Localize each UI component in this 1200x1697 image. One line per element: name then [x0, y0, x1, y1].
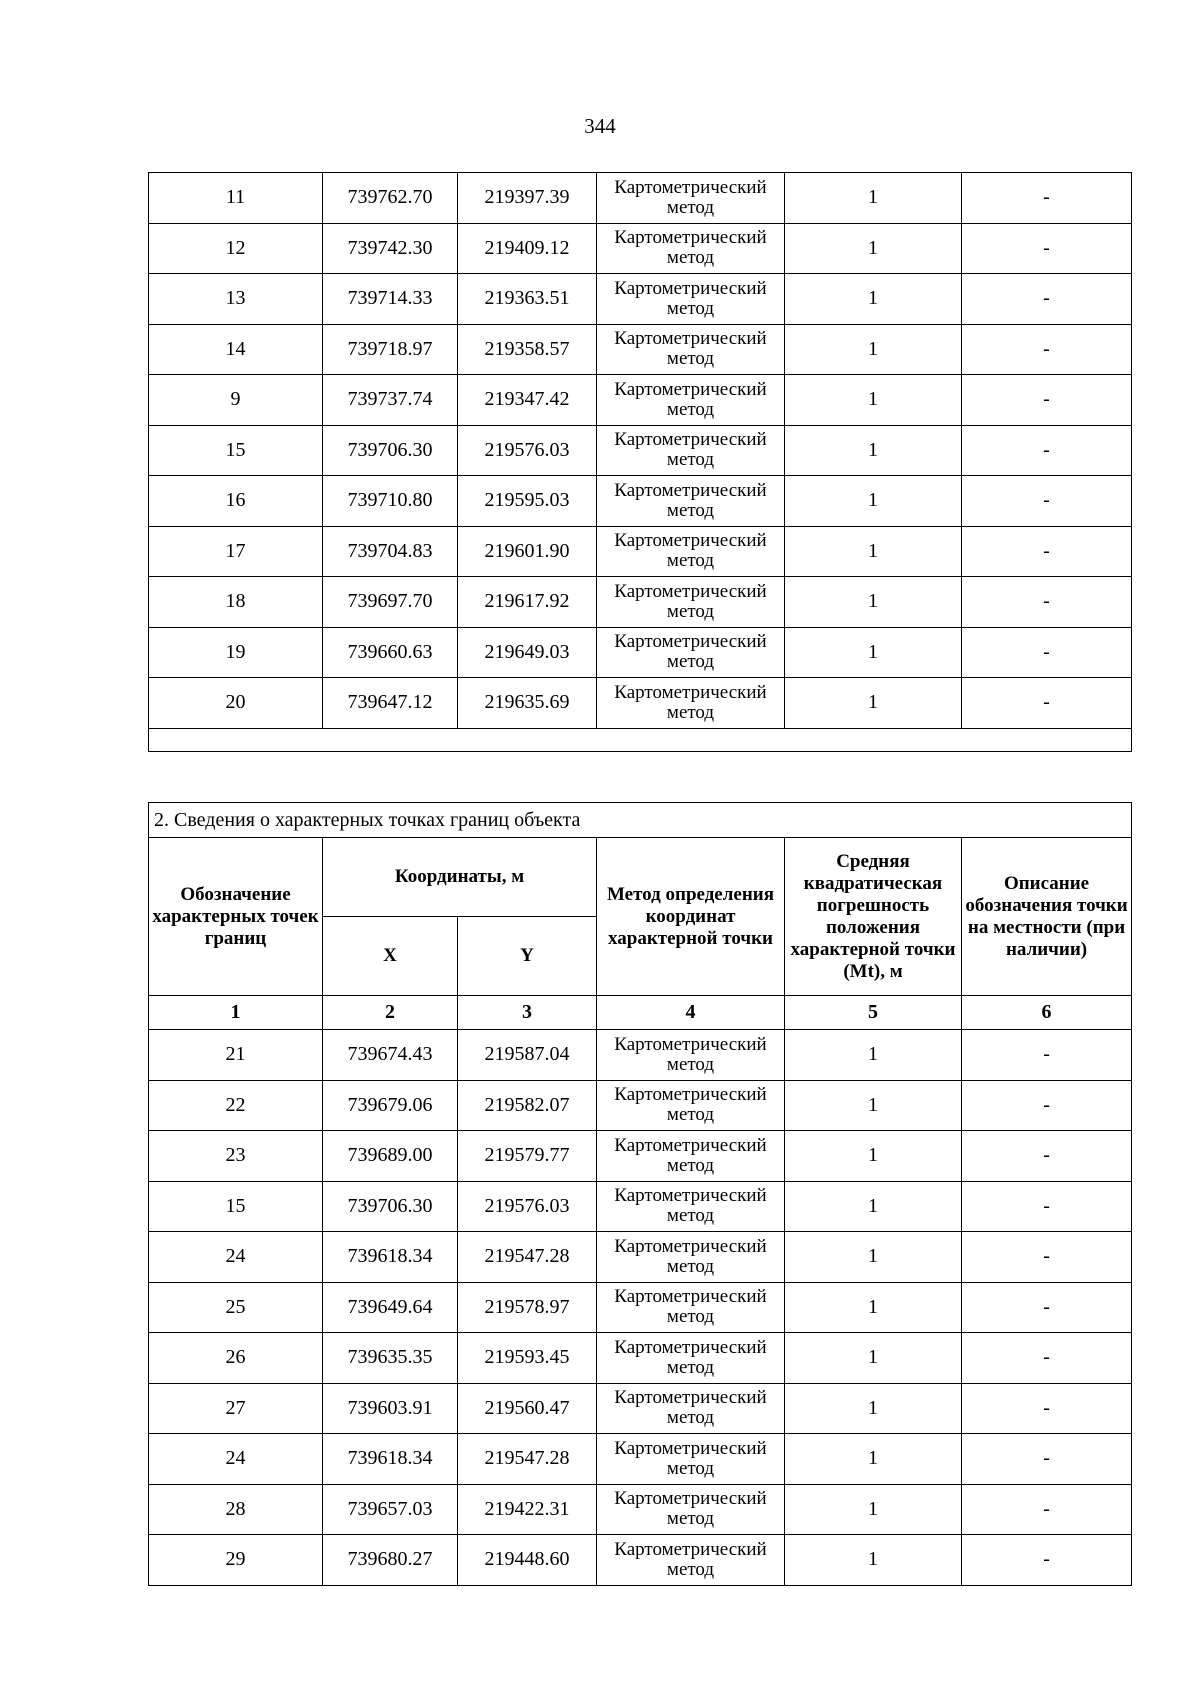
point-id-cell: 24 [149, 1434, 323, 1485]
description-cell: - [962, 627, 1132, 678]
accuracy-cell: 1 [785, 1484, 962, 1535]
y-coordinate-cell: 219358.57 [458, 324, 597, 375]
x-coordinate-cell: 739635.35 [323, 1333, 458, 1384]
accuracy-cell: 1 [785, 1232, 962, 1283]
description-cell: - [962, 173, 1132, 224]
method-cell: Картометрический метод [597, 1383, 785, 1434]
method-cell: Картометрический метод [597, 425, 785, 476]
table-row [149, 1181, 1132, 1232]
accuracy-cell: 1 [785, 274, 962, 325]
accuracy-cell: 1 [785, 577, 962, 628]
table-row [149, 173, 1132, 224]
header-description: Описание обозначения точки на местности (при наличии) [962, 838, 1132, 996]
description-cell: - [962, 1383, 1132, 1434]
table-row [149, 678, 1132, 729]
accuracy-cell: 1 [785, 425, 962, 476]
table-row [149, 1080, 1132, 1131]
y-coordinate-cell: 219635.69 [458, 678, 597, 729]
header-y: Y [458, 917, 597, 996]
point-id-cell: 9 [149, 375, 323, 426]
table-caption: 2. Сведения о характерных точках границ объекта [149, 803, 1132, 838]
accuracy-cell: 1 [785, 678, 962, 729]
column-number: 6 [962, 996, 1132, 1030]
point-id-cell: 25 [149, 1282, 323, 1333]
x-coordinate-cell: 739674.43 [323, 1030, 458, 1081]
y-coordinate-cell: 219397.39 [458, 173, 597, 224]
method-cell: Картометрический метод [597, 476, 785, 527]
table-row [149, 375, 1132, 426]
method-cell: Картометрический метод [597, 1080, 785, 1131]
point-id-cell: 21 [149, 1030, 323, 1081]
point-id-cell: 19 [149, 627, 323, 678]
method-cell: Картометрический метод [597, 223, 785, 274]
accuracy-cell: 1 [785, 627, 962, 678]
method-cell: Картометрический метод [597, 1484, 785, 1535]
y-coordinate-cell: 219576.03 [458, 425, 597, 476]
table-caption-row [149, 803, 1132, 838]
point-id-cell: 17 [149, 526, 323, 577]
point-id-cell: 29 [149, 1535, 323, 1586]
header-x: X [323, 917, 458, 996]
x-coordinate-cell: 739704.83 [323, 526, 458, 577]
table1-body [149, 173, 1132, 729]
description-cell: - [962, 526, 1132, 577]
y-coordinate-cell: 219595.03 [458, 476, 597, 527]
description-cell: - [962, 1232, 1132, 1283]
accuracy-cell: 1 [785, 1181, 962, 1232]
table-row [149, 1030, 1132, 1081]
accuracy-cell: 1 [785, 1131, 962, 1182]
header-designation: Обозначение характерных точек границ [149, 838, 323, 996]
table-row [149, 1333, 1132, 1384]
point-id-cell: 27 [149, 1383, 323, 1434]
x-coordinate-cell: 739660.63 [323, 627, 458, 678]
empty-row [149, 728, 1132, 751]
column-number: 2 [323, 996, 458, 1030]
description-cell: - [962, 1535, 1132, 1586]
y-coordinate-cell: 219593.45 [458, 1333, 597, 1384]
point-id-cell: 13 [149, 274, 323, 325]
description-cell: - [962, 1131, 1132, 1182]
header-row [149, 838, 1132, 917]
y-coordinate-cell: 219560.47 [458, 1383, 597, 1434]
y-coordinate-cell: 219587.04 [458, 1030, 597, 1081]
y-coordinate-cell: 219601.90 [458, 526, 597, 577]
table-row [149, 526, 1132, 577]
accuracy-cell: 1 [785, 1383, 962, 1434]
point-id-cell: 15 [149, 425, 323, 476]
method-cell: Картометрический метод [597, 274, 785, 325]
point-id-cell: 11 [149, 173, 323, 224]
accuracy-cell: 1 [785, 1434, 962, 1485]
description-cell: - [962, 1484, 1132, 1535]
y-coordinate-cell: 219582.07 [458, 1080, 597, 1131]
point-id-cell: 12 [149, 223, 323, 274]
x-coordinate-cell: 739649.64 [323, 1282, 458, 1333]
x-coordinate-cell: 739680.27 [323, 1535, 458, 1586]
header-mt: Средняя квадратическая погрешность положения характерной точки (Mt), м [785, 838, 962, 996]
page-number: 344 [584, 114, 616, 138]
point-id-cell: 26 [149, 1333, 323, 1384]
x-coordinate-cell: 739762.70 [323, 173, 458, 224]
x-coordinate-cell: 739618.34 [323, 1232, 458, 1283]
x-coordinate-cell: 739603.91 [323, 1383, 458, 1434]
accuracy-cell: 1 [785, 1333, 962, 1384]
description-cell: - [962, 678, 1132, 729]
method-cell: Картометрический метод [597, 577, 785, 628]
point-id-cell: 22 [149, 1080, 323, 1131]
y-coordinate-cell: 219578.97 [458, 1282, 597, 1333]
description-cell: - [962, 1181, 1132, 1232]
column-number: 5 [785, 996, 962, 1030]
y-coordinate-cell: 219617.92 [458, 577, 597, 628]
x-coordinate-cell: 739706.30 [323, 425, 458, 476]
method-cell: Картометрический метод [597, 1333, 785, 1384]
description-cell: - [962, 1080, 1132, 1131]
method-cell: Картометрический метод [597, 375, 785, 426]
y-coordinate-cell: 219347.42 [458, 375, 597, 426]
x-coordinate-cell: 739689.00 [323, 1131, 458, 1182]
point-id-cell: 24 [149, 1232, 323, 1283]
x-coordinate-cell: 739710.80 [323, 476, 458, 527]
point-id-cell: 18 [149, 577, 323, 628]
accuracy-cell: 1 [785, 526, 962, 577]
method-cell: Картометрический метод [597, 627, 785, 678]
method-cell: Картометрический метод [597, 1181, 785, 1232]
y-coordinate-cell: 219547.28 [458, 1434, 597, 1485]
x-coordinate-cell: 739737.74 [323, 375, 458, 426]
table-row [149, 223, 1132, 274]
description-cell: - [962, 1434, 1132, 1485]
method-cell: Картометрический метод [597, 1282, 785, 1333]
column-number: 4 [597, 996, 785, 1030]
point-id-cell: 28 [149, 1484, 323, 1535]
point-id-cell: 15 [149, 1181, 323, 1232]
accuracy-cell: 1 [785, 375, 962, 426]
description-cell: - [962, 223, 1132, 274]
x-coordinate-cell: 739647.12 [323, 678, 458, 729]
method-cell: Картометрический метод [597, 173, 785, 224]
description-cell: - [962, 375, 1132, 426]
method-cell: Картометрический метод [597, 526, 785, 577]
table-row [149, 1232, 1132, 1283]
description-cell: - [962, 1030, 1132, 1081]
boundary-points-table [148, 802, 1132, 1586]
point-id-cell: 23 [149, 1131, 323, 1182]
accuracy-cell: 1 [785, 1030, 962, 1081]
method-cell: Картометрический метод [597, 678, 785, 729]
accuracy-cell: 1 [785, 324, 962, 375]
column-number: 1 [149, 996, 323, 1030]
description-cell: - [962, 324, 1132, 375]
y-coordinate-cell: 219547.28 [458, 1232, 597, 1283]
method-cell: Картометрический метод [597, 1030, 785, 1081]
description-cell: - [962, 476, 1132, 527]
empty-cell [149, 728, 1132, 751]
x-coordinate-cell: 739706.30 [323, 1181, 458, 1232]
y-coordinate-cell: 219579.77 [458, 1131, 597, 1182]
accuracy-cell: 1 [785, 223, 962, 274]
x-coordinate-cell: 739697.70 [323, 577, 458, 628]
point-id-cell: 16 [149, 476, 323, 527]
boundary-points-table-continued [148, 172, 1132, 752]
description-cell: - [962, 577, 1132, 628]
table-row [149, 577, 1132, 628]
table-row [149, 324, 1132, 375]
method-cell: Картометрический метод [597, 1232, 785, 1283]
column-number: 3 [458, 996, 597, 1030]
point-id-cell: 20 [149, 678, 323, 729]
description-cell: - [962, 274, 1132, 325]
table-row [149, 1535, 1132, 1586]
table-row [149, 1434, 1132, 1485]
y-coordinate-cell: 219422.31 [458, 1484, 597, 1535]
table-row [149, 1484, 1132, 1535]
table-row [149, 274, 1132, 325]
description-cell: - [962, 425, 1132, 476]
table-row [149, 476, 1132, 527]
x-coordinate-cell: 739714.33 [323, 274, 458, 325]
x-coordinate-cell: 739718.97 [323, 324, 458, 375]
method-cell: Картометрический метод [597, 1535, 785, 1586]
accuracy-cell: 1 [785, 476, 962, 527]
header-method: Метод определения координат характерной точки [597, 838, 785, 996]
method-cell: Картометрический метод [597, 1131, 785, 1182]
table-row [149, 425, 1132, 476]
table2-body [149, 1030, 1132, 1586]
accuracy-cell: 1 [785, 1535, 962, 1586]
header-coordinates: Координаты, м [323, 838, 597, 917]
accuracy-cell: 1 [785, 173, 962, 224]
column-number-row [149, 996, 1132, 1030]
table-row [149, 627, 1132, 678]
x-coordinate-cell: 739742.30 [323, 223, 458, 274]
y-coordinate-cell: 219576.03 [458, 1181, 597, 1232]
y-coordinate-cell: 219448.60 [458, 1535, 597, 1586]
x-coordinate-cell: 739679.06 [323, 1080, 458, 1131]
accuracy-cell: 1 [785, 1282, 962, 1333]
method-cell: Картометрический метод [597, 324, 785, 375]
description-cell: - [962, 1333, 1132, 1384]
table-row [149, 1383, 1132, 1434]
accuracy-cell: 1 [785, 1080, 962, 1131]
method-cell: Картометрический метод [597, 1434, 785, 1485]
y-coordinate-cell: 219363.51 [458, 274, 597, 325]
table-row [149, 1282, 1132, 1333]
table-row [149, 1131, 1132, 1182]
x-coordinate-cell: 739657.03 [323, 1484, 458, 1535]
description-cell: - [962, 1282, 1132, 1333]
y-coordinate-cell: 219409.12 [458, 223, 597, 274]
x-coordinate-cell: 739618.34 [323, 1434, 458, 1485]
y-coordinate-cell: 219649.03 [458, 627, 597, 678]
point-id-cell: 14 [149, 324, 323, 375]
